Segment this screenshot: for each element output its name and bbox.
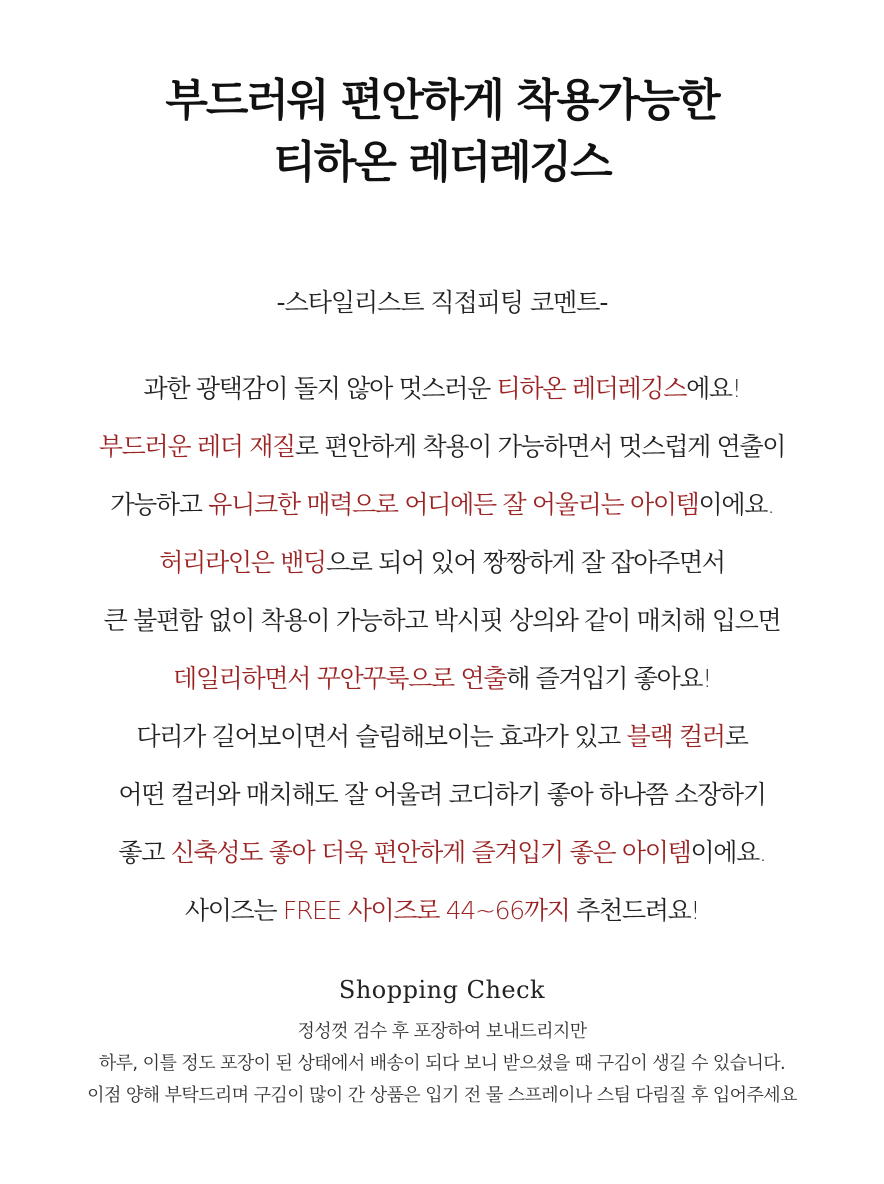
title-line-2: 티하온 레더레깅스 <box>273 137 611 188</box>
comment-text: 이에요. <box>698 490 774 519</box>
comment-line <box>0 592 884 650</box>
shopping-check-notice <box>0 1016 884 1112</box>
comment-line <box>0 708 884 766</box>
comment-line <box>0 476 884 534</box>
highlighted-text: 부드러운 레더 재질 <box>98 432 295 461</box>
highlighted-text: 신축성도 좋아 더욱 편안하게 즐겨입기 좋은 아이템 <box>170 838 691 867</box>
highlighted-text: 유니크한 매력으로 어디에든 잘 어울리는 아이템 <box>208 490 699 519</box>
comment-text: 로 <box>724 722 748 751</box>
comment-line <box>0 360 884 418</box>
comment-text: 에요! <box>686 374 741 403</box>
highlighted-text: 허리라인은 밴딩 <box>159 548 326 577</box>
notice-line: 하루, 이틀 정도 포장이 된 상태에서 배송이 되다 보니 받으셨을 때 구김이 생길 수 있습니다. <box>98 1053 786 1074</box>
title-line-1: 부드러워 편안하게 착용가능한 <box>165 75 719 126</box>
stylist-comment <box>0 360 884 940</box>
comment-text: 로 편안하게 착용이 가능하면서 멋스럽게 연출이 <box>294 432 786 461</box>
stylist-comment-heading: -스타일리스트 직접피팅 코멘트- <box>276 288 608 317</box>
comment-line <box>0 650 884 708</box>
comment-line <box>0 766 884 824</box>
comment-line <box>0 824 884 882</box>
comment-text: 과한 광택감이 돌지 않아 멋스러운 <box>143 374 497 403</box>
comment-text: 추천드려요! <box>569 896 700 925</box>
highlighted-text: 데일리하면서 꾸안꾸룩으로 연출 <box>172 664 507 693</box>
comment-text: 어떤 컬러와 매치해도 잘 어울려 코디하기 좋아 하나쯤 소장하기 <box>118 780 766 809</box>
notice-line: 정성껏 검수 후 포장하여 보내드리지만 <box>297 1021 587 1042</box>
highlighted-text: 블랙 컬러 <box>626 722 725 751</box>
comment-text: 이에요. <box>690 838 766 867</box>
comment-text: 사이즈는 <box>184 896 283 925</box>
comment-line <box>0 418 884 476</box>
shopping-check-title: Shopping Check <box>338 976 546 1004</box>
comment-line <box>0 534 884 592</box>
comment-line <box>0 882 884 940</box>
comment-text: 다리가 길어보이면서 슬림해보이는 효과가 있고 <box>136 722 627 751</box>
notice-line: 이점 양해 부탁드리며 구김이 많이 간 상품은 입기 전 물 스프레이나 스팀 다림질 후 입어주세요 <box>87 1085 797 1106</box>
comment-text: 큰 불편함 없이 착용이 가능하고 박시핏 상의와 같이 매치해 입으면 <box>103 606 781 635</box>
highlighted-text: FREE 사이즈로 44~66까지 <box>282 896 570 925</box>
comment-text: 가능하고 <box>110 490 209 519</box>
comment-text: 좋고 <box>118 838 171 867</box>
comment-text: 해 즐겨입기 좋아요! <box>506 664 712 693</box>
highlighted-text: 티하온 레더레깅스 <box>496 374 687 403</box>
comment-text: 으로 되어 있어 짱짱하게 잘 잡아주면서 <box>325 548 725 577</box>
product-title <box>0 70 884 194</box>
